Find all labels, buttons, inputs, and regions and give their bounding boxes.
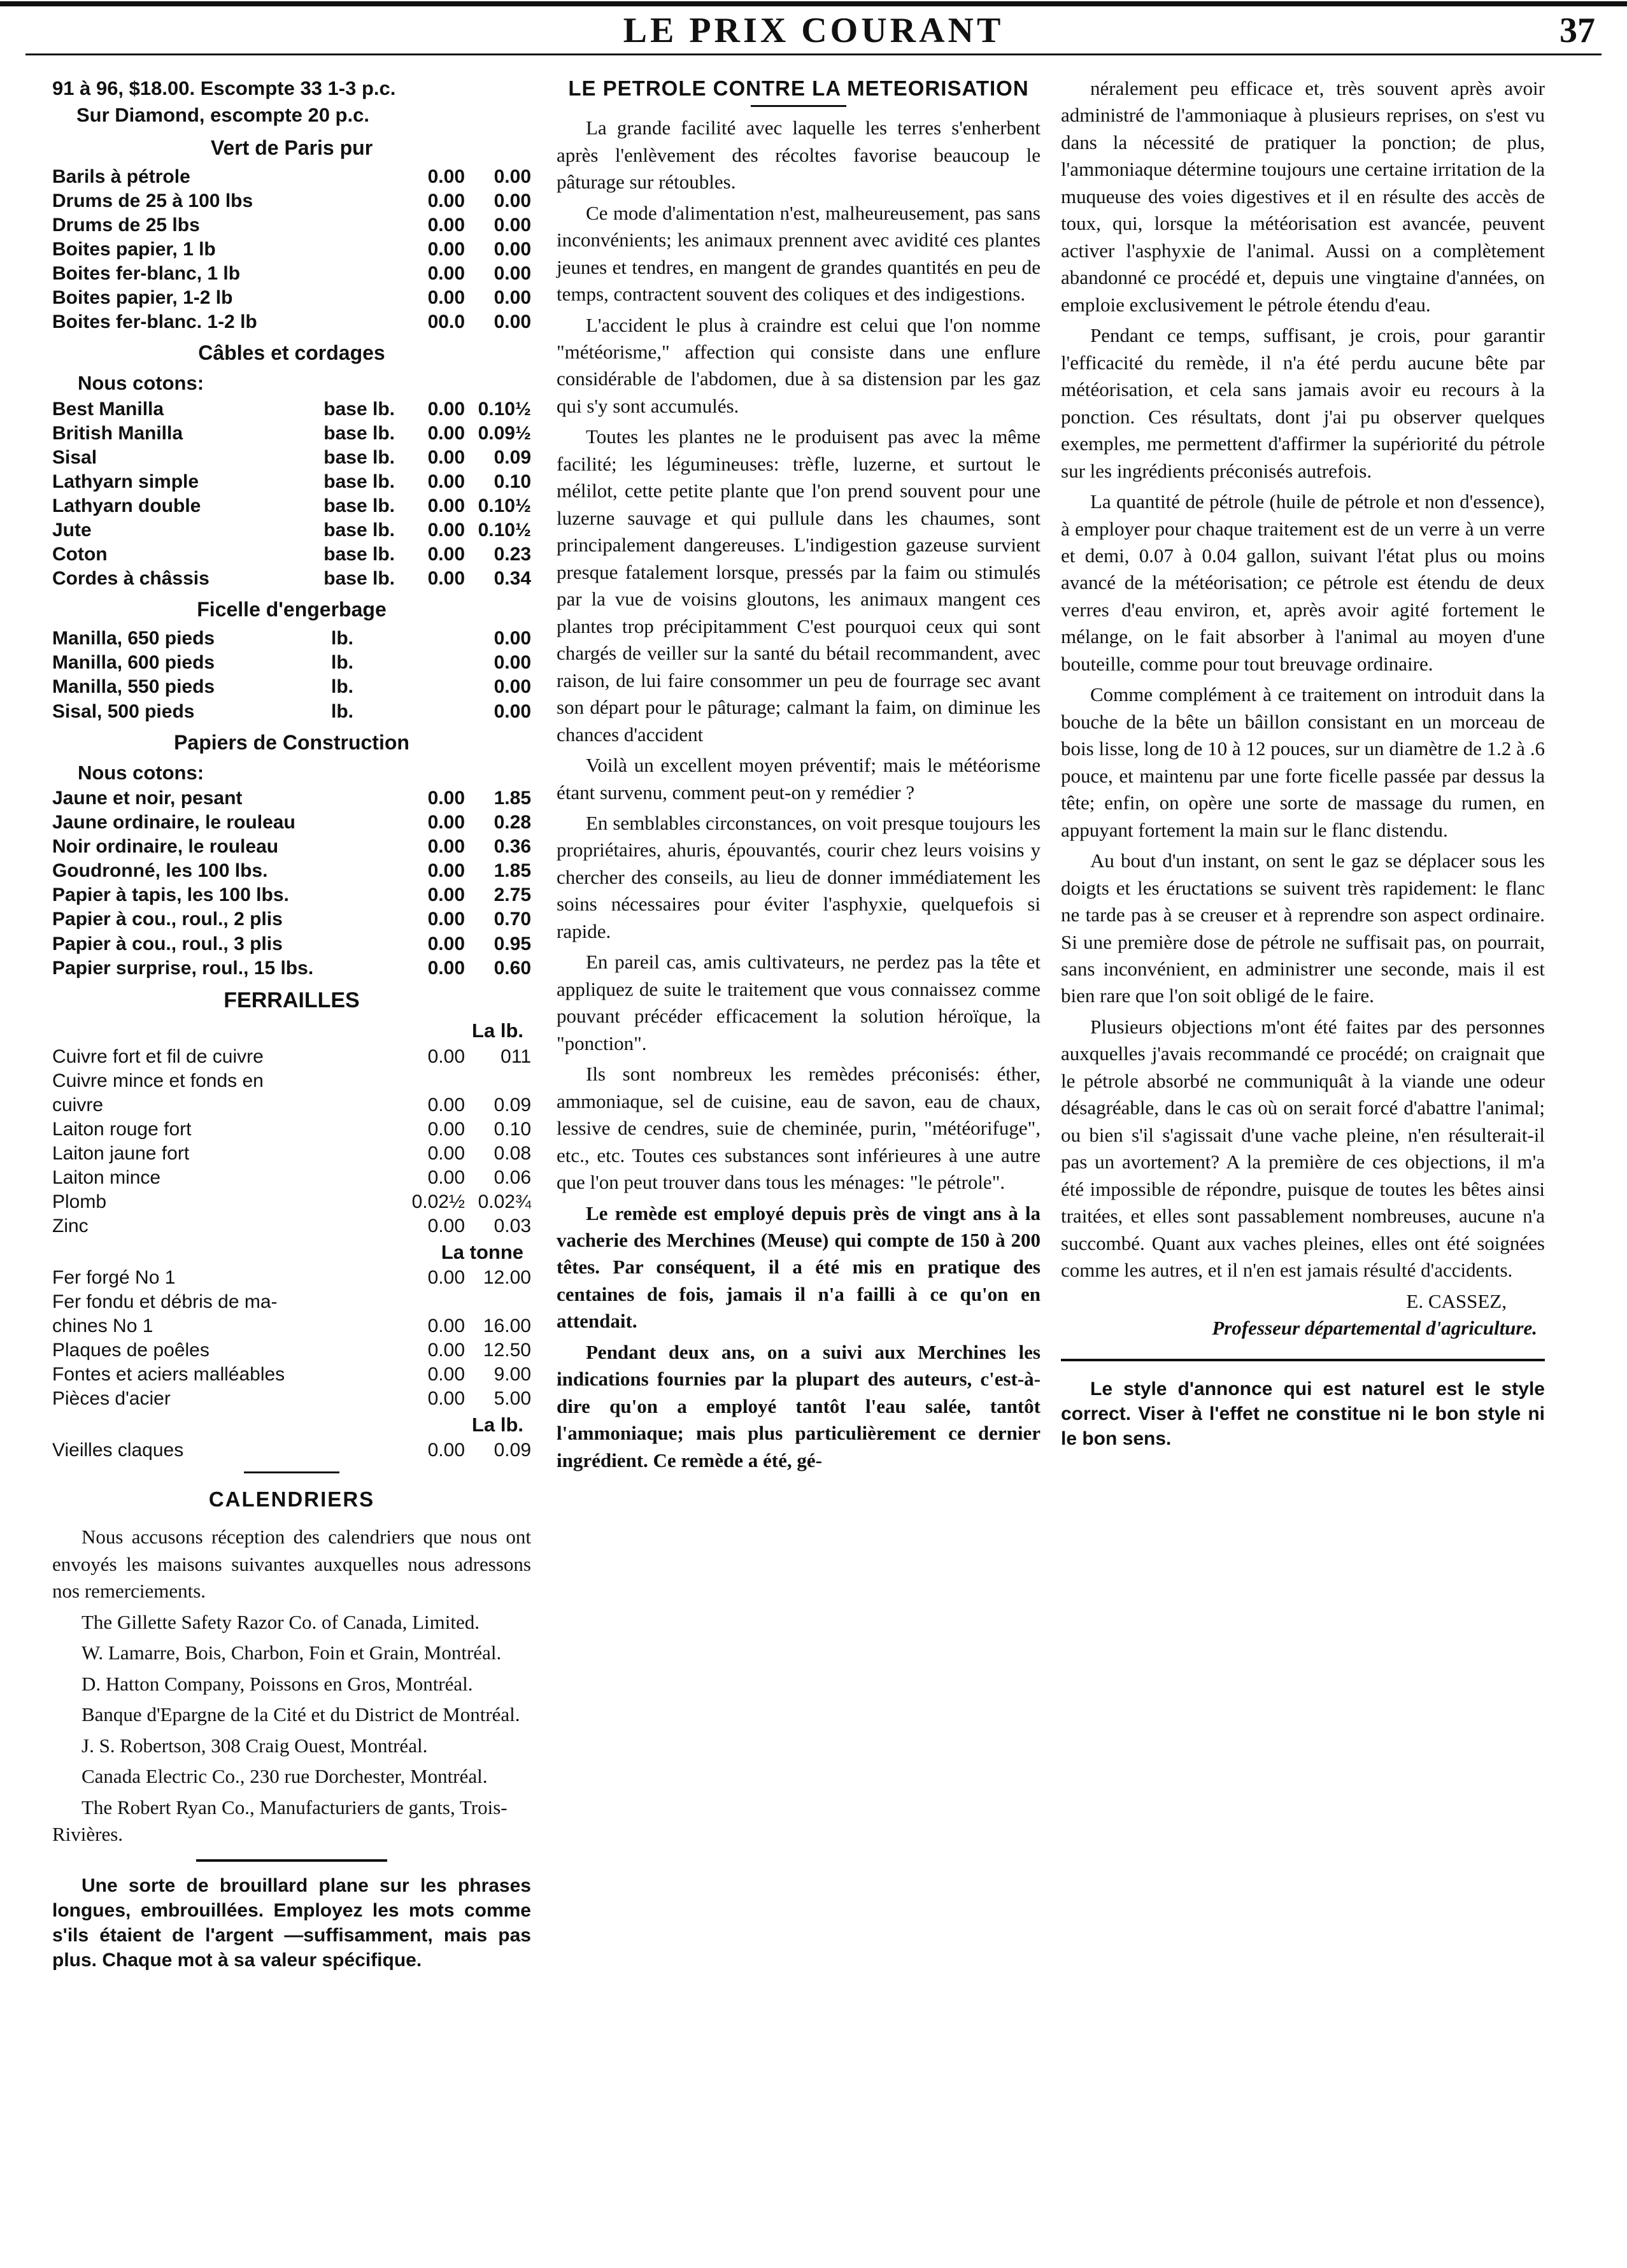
price-row	[52, 542, 531, 567]
item-name: Coton	[52, 544, 108, 565]
price-max: 0.09	[494, 1440, 531, 1461]
price-min: 0.00	[427, 568, 465, 590]
price-row	[52, 932, 531, 956]
item-name: Boites fer-blanc, 1 lb	[52, 263, 241, 285]
article-paragraph: Plusieurs objections m'ont été faites par des personnes auxquelles j'avais recommandé ce procédé; on craignait que le pétrole absorbé ne communiquât à la viande une odeur désagréable, dans le cas où on serait forcé d'abattre l'animal; ou bien s'il s'agissait d'une vache pleine, n'en résulterait-il pas un avortement? A la première de ces objections, il m'a été impossible de répondre, puisque de toutes les bêtes ainsi traitées, et elles sont passablement nombreuses, aucune n'a succombé. Quant aux vaches pleines, elles ont été soignées comme les autres, et il n'en est jamais résulté d'accidents.	[1061, 1015, 1545, 1282]
vert-paris-table	[52, 165, 531, 335]
price-min: 0.00	[427, 1143, 465, 1165]
price-max: 0.70	[494, 909, 531, 930]
calendrier-item: W. Lamarre, Bois, Charbon, Foin et Grain, Montréal.	[82, 1641, 502, 1664]
price-row	[52, 907, 531, 932]
section-ficelle-title: Ficelle d'engerbage	[197, 598, 387, 621]
price-row	[52, 627, 531, 651]
price-row	[52, 397, 531, 422]
page-header	[25, 9, 1602, 55]
price-row	[52, 883, 531, 907]
price-max: 9.00	[494, 1364, 531, 1386]
price-min: 0.00	[427, 860, 465, 882]
item-name: Fer forgé No 1	[52, 1266, 176, 1288]
price-row	[52, 1387, 531, 1411]
price-max: 0.02¾	[478, 1191, 531, 1213]
price-min: 0.00	[427, 1045, 465, 1067]
item-name: Lathyarn double	[52, 495, 201, 517]
item-unit: base lb.	[323, 568, 395, 590]
price-max: 0.00	[494, 311, 531, 333]
price-max: 011	[501, 1045, 531, 1067]
calendriers-note: Une sorte de brouillard plane sur les phrases longues, embrouillées. Employez les mots comme s'ils étaient de l'argent —suffisamment, mais pas plus. Chaque mot à sa valeur spécifique.	[52, 1875, 531, 1971]
calendriers-title: CALENDRIERS	[208, 1487, 375, 1512]
price-row	[52, 567, 531, 591]
price-max: 0.08	[494, 1143, 531, 1165]
page-number: 37	[1560, 11, 1595, 50]
item-name: chines No 1	[52, 1315, 153, 1337]
price-min: 0.00	[427, 812, 465, 833]
price-min: 0.00	[427, 1167, 465, 1189]
ferrailles-tonne-table	[52, 1266, 531, 1412]
column-article-continued	[1061, 75, 1545, 1451]
empty-cell	[395, 627, 474, 651]
calendriers-list	[52, 1609, 531, 1848]
cables-table	[52, 397, 531, 592]
price-max: 0.00	[494, 263, 531, 285]
price-row	[52, 811, 531, 835]
price-min: 00.0	[427, 311, 465, 333]
item-name: Sisal, 500 pieds	[52, 700, 195, 722]
calendrier-item: Canada Electric Co., 230 rue Dorchester, Montréal.	[82, 1765, 488, 1788]
price-min: 0.00	[427, 1216, 465, 1237]
price-min: 0.00	[427, 1340, 465, 1361]
price-max: 0.00	[494, 628, 531, 649]
ferrailles-lb2-table	[52, 1438, 531, 1463]
price-row	[52, 494, 531, 518]
item-unit: base lb.	[323, 471, 395, 492]
price-min: 0.00	[427, 1440, 465, 1461]
price-max: 2.75	[494, 884, 531, 906]
price-row	[52, 1190, 531, 1214]
item-unit: base lb.	[323, 544, 395, 565]
price-intro-line2: Sur Diamond, escompte 20 p.c.	[76, 104, 369, 127]
article-title: LE PETROLE CONTRE LA METEORISATION	[568, 76, 1029, 100]
empty-cell	[395, 700, 474, 724]
price-max: 0.95	[494, 933, 531, 954]
price-min: 0.02½	[411, 1191, 465, 1213]
price-row	[52, 1142, 531, 1166]
price-max: 0.03	[494, 1216, 531, 1237]
price-min: 0.00	[427, 1388, 465, 1410]
price-max: 0.06	[494, 1167, 531, 1189]
price-min: 0.00	[427, 495, 465, 517]
section-cables-title: Câbles et cordages	[198, 341, 385, 365]
item-name: Jute	[52, 520, 92, 541]
price-min: 0.00	[427, 422, 465, 444]
price-max: 0.23	[494, 544, 531, 565]
divider	[1061, 1359, 1545, 1361]
item-name: Laiton jaune fort	[52, 1143, 190, 1165]
item-name: Boites fer-blanc. 1-2 lb	[52, 311, 257, 333]
price-max: 0.10	[494, 471, 531, 492]
ficelle-table	[52, 627, 531, 723]
price-max	[474, 1069, 531, 1093]
price-max: 0.00	[494, 700, 531, 722]
item-name: Fer fondu et débris de ma-	[52, 1291, 278, 1313]
price-row	[52, 1290, 531, 1314]
price-max: 0.00	[494, 287, 531, 309]
price-row	[52, 189, 531, 213]
article-signature-name: E. CASSEZ,	[1406, 1289, 1507, 1312]
item-name: Papier à tapis, les 100 lbs.	[52, 884, 289, 906]
publication-title: LE PRIX COURANT	[623, 11, 1004, 50]
price-min: 0.00	[427, 787, 465, 809]
article-paragraph: Pendant deux ans, on a suivi aux Merchines les indications fournies par la plupart des auteurs, c'est-à-dire qu'on a employé tantôt l'eau salée, tantôt l'ammoniaque; mais plus particulièrement ce dernier ingrédient. Ce remède a été, gé-	[557, 1340, 1041, 1471]
divider	[244, 1471, 339, 1473]
item-name: Jaune ordinaire, le rouleau	[52, 812, 295, 833]
price-row	[52, 470, 531, 494]
item-name: Papier à cou., roul., 3 plis	[52, 933, 283, 954]
price-max: 0.34	[494, 568, 531, 590]
price-max: 0.10½	[478, 520, 531, 541]
ferrailles-unit-tonne: La tonne	[441, 1240, 523, 1263]
item-name: Manilla, 650 pieds	[52, 628, 215, 649]
item-unit: base lb.	[323, 446, 395, 468]
article-paragraph: Voilà un excellent moyen préventif; mais le météorisme étant survenu, comment peut-on y remédier ?	[557, 754, 1041, 804]
item-name: Plaques de poêles	[52, 1340, 210, 1361]
price-row	[52, 1314, 531, 1338]
section-papiers-title: Papiers de Construction	[174, 730, 409, 754]
item-name: Lathyarn simple	[52, 471, 199, 492]
item-name: Goudronné, les 100 lbs.	[52, 860, 268, 882]
item-name: Best Manilla	[52, 398, 164, 420]
article-paragraph: L'accident le plus à craindre est celui que l'on nomme "météorisme," affection qui consiste dans une enflure considérable de l'abdomen, due à sa distension par les gaz qui s'y sont accumulés.	[557, 313, 1041, 417]
item-name: Vieilles claques	[52, 1440, 184, 1461]
article-paragraph: Ce mode d'alimentation n'est, malheureusement, pas sans inconvénients; les animaux prennent avec avidité ces plantes jeunes et tendres, en mangent de grandes quantités en peu de temps, contractent souvent des coliques et des indigestions.	[557, 201, 1041, 306]
price-max: 0.28	[494, 812, 531, 833]
price-row	[52, 213, 531, 237]
price-max: 0.60	[494, 957, 531, 979]
price-max: 12.50	[483, 1340, 531, 1361]
item-name: Pièces d'acier	[52, 1388, 171, 1410]
price-row	[52, 1363, 531, 1387]
calendrier-item: The Gillette Safety Razor Co. of Canada, Limited.	[82, 1610, 480, 1633]
price-min: 0.00	[427, 471, 465, 492]
price-max: 0.00	[494, 676, 531, 698]
price-min: 0.00	[427, 166, 465, 187]
calendrier-item: Banque d'Epargne de la Cité et du District de Montréal.	[82, 1703, 520, 1726]
price-max: 16.00	[483, 1315, 531, 1337]
price-max: 0.09	[494, 1094, 531, 1116]
article-paragraph: En pareil cas, amis cultivateurs, ne perdez pas la tête et appliquez de suite le traitement que vous connaissez comme pouvant précéder efficacement la solution héroïque, la "ponction".	[557, 951, 1041, 1054]
item-name: Drums de 25 lbs	[52, 214, 200, 236]
price-max	[474, 1290, 531, 1314]
item-unit: base lb.	[323, 495, 395, 517]
price-row	[52, 675, 531, 699]
article-paragraph: Le remède est employé depuis près de vingt ans à la vacherie des Merchines (Meuse) qui compte de 150 à 200 têtes. Par conséquent, il a été mis en pratique des centaines de fois, jamais il n'a failli à ce qu'on en attendait.	[557, 1201, 1041, 1333]
price-max: 0.00	[494, 166, 531, 187]
price-min: 0.00	[427, 544, 465, 565]
item-name: cuivre	[52, 1094, 104, 1116]
item-name: Laiton rouge fort	[52, 1119, 192, 1140]
price-min: 0.00	[427, 1266, 465, 1288]
calendrier-item: J. S. Robertson, 308 Craig Ouest, Montréal.	[82, 1734, 428, 1757]
price-min: 0.00	[427, 520, 465, 541]
item-name: Manilla, 600 pieds	[52, 652, 215, 674]
price-max: 0.09½	[478, 422, 531, 444]
item-name: Noir ordinaire, le rouleau	[52, 836, 279, 858]
column-article-start	[557, 75, 1041, 1478]
price-min: 0.00	[427, 933, 465, 954]
price-max: 0.00	[494, 190, 531, 211]
price-min: 0.00	[427, 957, 465, 979]
papiers-subtitle: Nous cotons:	[78, 761, 204, 784]
ferrailles-lb-table	[52, 1045, 531, 1239]
article-signature-title: Professeur départemental d'agriculture.	[1212, 1317, 1537, 1340]
item-name: Fontes et aciers malléables	[52, 1364, 285, 1386]
price-row	[52, 237, 531, 262]
papiers-table	[52, 786, 531, 981]
item-name: Zinc	[52, 1216, 89, 1237]
price-row	[52, 700, 531, 724]
price-row	[52, 286, 531, 310]
item-unit: lb.	[331, 700, 353, 722]
price-row	[52, 518, 531, 542]
price-row	[52, 422, 531, 446]
item-name: Cuivre mince et fonds en	[52, 1070, 264, 1091]
price-min: 0.00	[427, 214, 465, 236]
price-max: 0.36	[494, 836, 531, 858]
divider	[196, 1859, 387, 1862]
price-min: 0.00	[427, 1119, 465, 1140]
item-name: British Manilla	[52, 422, 183, 444]
divider	[751, 105, 846, 107]
price-max: 0.00	[494, 239, 531, 260]
item-name: Papier surprise, roul., 15 lbs.	[52, 957, 314, 979]
item-name: Manilla, 550 pieds	[52, 676, 215, 698]
price-min: 0.00	[427, 446, 465, 468]
empty-cell	[395, 675, 474, 699]
ferrailles-unit-lb: La lb.	[472, 1019, 523, 1042]
cables-subtitle: Nous cotons:	[78, 372, 204, 395]
price-min: 0.00	[427, 836, 465, 858]
price-row	[52, 1093, 531, 1117]
column-prices	[52, 75, 531, 1973]
price-min	[395, 1069, 474, 1093]
price-max: 12.00	[483, 1266, 531, 1288]
section-vert-paris-title: Vert de Paris pur	[210, 136, 373, 159]
item-name: Cuivre fort et fil de cuivre	[52, 1045, 264, 1067]
price-min: 0.00	[427, 398, 465, 420]
article-paragraph: La grande facilité avec laquelle les terres s'enherbent après l'enlèvement des récoltes favorise beaucoup le pâturage sur rétoubles.	[557, 117, 1041, 194]
price-row	[52, 1214, 531, 1238]
price-max: 5.00	[494, 1388, 531, 1410]
calendrier-item: D. Hatton Company, Poissons en Gros, Montréal.	[82, 1672, 473, 1695]
price-max: 0.09	[494, 446, 531, 468]
price-row	[52, 835, 531, 859]
item-name: Drums de 25 à 100 lbs	[52, 190, 253, 211]
price-max: 0.00	[494, 214, 531, 236]
price-row	[52, 859, 531, 883]
item-unit: base lb.	[323, 422, 395, 444]
price-min: 0.00	[427, 1315, 465, 1337]
article-paragraph: néralement peu efficace et, très souvent après avoir administré de l'ammoniaque à plusieurs reprises, on s'est vu dans la nécessité de pratiquer la ponction; de plus, l'ammoniaque détermine toujours une certaine irritation de la muqueuse des voies digestives et il en résulte des accès de toux, qui, lorsque la météorisation est avancée, peuvent activer l'asphyxie de l'animal. Aussi on a complètement abandonné ce procédé et, depuis une vingtaine d'années, on emploie exclusivement le pétrole étendu d'eau.	[1061, 77, 1545, 316]
item-name: Jaune et noir, pesant	[52, 787, 243, 809]
item-unit: lb.	[331, 676, 353, 698]
price-row	[52, 786, 531, 811]
item-name: Cordes à châssis	[52, 568, 210, 590]
article-paragraph: Comme complément à ce traitement on introduit dans la bouche de la bête un bâillon consistant en un morceau de bois lisse, long de 10 à 12 pouces, sur un diamètre de 1.2 à .6 pouce, et maintenu par une forte ficelle passée par dessus la tête; enfin, on opère une sorte de massage du rumen, en appuyant fortement la main sur le flanc distendu.	[1061, 683, 1545, 841]
price-max: 1.85	[494, 787, 531, 809]
price-row	[52, 956, 531, 981]
price-row	[52, 446, 531, 470]
price-row	[52, 1117, 531, 1142]
item-unit: lb.	[331, 652, 353, 674]
price-min: 0.00	[427, 190, 465, 211]
price-row	[52, 651, 531, 675]
article-body-continued	[1061, 75, 1545, 1284]
article-body	[557, 115, 1041, 1474]
item-name: Laiton mince	[52, 1167, 161, 1189]
price-max: 0.10½	[478, 398, 531, 420]
price-max: 0.10½	[478, 495, 531, 517]
item-name: Boites papier, 1 lb	[52, 239, 216, 260]
price-row	[52, 1069, 531, 1093]
price-min: 0.00	[427, 1364, 465, 1386]
article-paragraph: Au bout d'un instant, on sent le gaz se déplacer sous les doigts et les éructations se suivent très rapidement: le flanc ne tarde pas à se creuser et à reprendre son aspect ordinaire. Si une première dose de pétrole ne suffisait pas, on pourrait, sans inconvénient, en administrer une seconde, mais il est bien rare que l'on soit obligé de le faire.	[1061, 849, 1545, 1007]
price-row	[52, 1338, 531, 1363]
price-min: 0.00	[427, 239, 465, 260]
price-min	[395, 1290, 474, 1314]
price-max: 1.85	[494, 860, 531, 882]
price-intro-line1: 91 à 96, $18.00. Escompte 33 1-3 p.c.	[52, 77, 396, 99]
price-min: 0.00	[427, 263, 465, 285]
price-row	[52, 1045, 531, 1069]
price-min: 0.00	[427, 909, 465, 930]
item-unit: lb.	[331, 628, 353, 649]
calendriers-intro: Nous accusons réception des calendriers que nous ont envoyés les maisons suivantes auxquelles nous adressons nos remerciements.	[52, 1526, 531, 1603]
item-name: Papier à cou., roul., 2 plis	[52, 909, 283, 930]
calendrier-item: The Robert Ryan Co., Manufacturiers de gants, Trois-Rivières.	[52, 1796, 508, 1845]
price-row	[52, 1266, 531, 1290]
item-name: Sisal	[52, 446, 97, 468]
item-name: Boites papier, 1-2 lb	[52, 287, 233, 309]
article-paragraph: Toutes les plantes ne le produisent pas avec la même facilité; les légumineuses: trèfle, luzerne, et surtout le mélilot, cette petite plante que l'on prend souvent pour une luzerne sauvage et qui pullule dans les chaumes, sont principalement dangereuses. L'indigestion gazeuse survient presque fatalement lorsque, pressés par la faim ou stimulés par la vue de voisins gloutons, les animaux mangent ces plantes trop précipitamment C'est pourquoi ceux qui sont chargés de veiller sur la santé du bétail recommandent, avec raison, de lui faire consommer un peu de fourrage sec avant son départ pour le pâturage; calmant la faim, on diminue les chances d'accident	[557, 425, 1041, 746]
price-row	[52, 262, 531, 286]
article-paragraph: Ils sont nombreux les remèdes préconisés: éther, ammoniaque, sel de cuisine, eau de savon, eau de chaux, lessive de cendres, suie de cheminée, purin, "météorifuge", etc., etc. Toutes ces substances sont inférieures à une autre que l'on peut trouver dans tous les ménages: "le pétrole".	[557, 1063, 1041, 1194]
price-row	[52, 165, 531, 189]
article-paragraph: Pendant ce temps, suffisant, je crois, pour garantir l'efficacité du remède, il n'a été perdu aucune bête par météorisation, et cela sans jamais avoir eu recours à la ponction. Ces résultats, dont j'ai pu observer quelques exemples, me permettent d'affirmer la supériorité du pétrole sur les ingrédients préconisés autrefois.	[1061, 324, 1545, 482]
price-max: 0.00	[494, 652, 531, 674]
article-paragraph: La quantité de pétrole (huile de pétrole et non d'essence), à employer pour chaque traitement est de un verre à un verre et demi, 0.07 à 0.04 gallon, suivant l'état plus ou moins avancé de la météorisation; ce pétrole est étendu de deux verres d'eau environ, et, après avoir agité fortement le mélange, on le fait absorber à l'animal au moyen d'une bouteille, comme pour tout breuvage ordinaire.	[1061, 490, 1545, 675]
price-row	[52, 1438, 531, 1463]
ferrailles-unit-lb2: La lb.	[472, 1413, 523, 1436]
closing-note: Le style d'annonce qui est naturel est le style correct. Viser à l'effet ne constitue ni le bon style ni le bon sens.	[1061, 1378, 1545, 1449]
item-unit: base lb.	[323, 398, 395, 420]
top-border	[0, 1, 1627, 6]
section-ferrailles-title: FERRAILLES	[224, 988, 360, 1012]
price-min: 0.00	[427, 287, 465, 309]
price-min: 0.00	[427, 884, 465, 906]
price-row	[52, 1166, 531, 1190]
item-name: Plomb	[52, 1191, 107, 1213]
price-row	[52, 310, 531, 334]
item-unit: base lb.	[323, 520, 395, 541]
empty-cell	[395, 651, 474, 675]
price-max: 0.10	[494, 1119, 531, 1140]
price-min: 0.00	[427, 1094, 465, 1116]
article-paragraph: En semblables circonstances, on voit presque toujours les propriétaires, ahuris, épouvantés, courir chez leurs voisins y chercher des conseils, au lieu de donner immédiatement les soins nécessaires pour éviter l'asphyxie, quelquefois si rapide.	[557, 811, 1041, 942]
item-name: Barils à pétrole	[52, 166, 190, 187]
